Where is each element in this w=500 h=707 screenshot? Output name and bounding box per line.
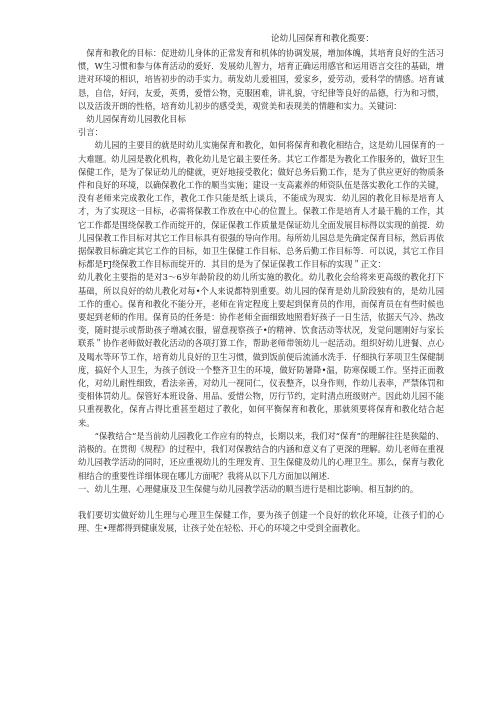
paragraph-introduction-heading: 引言： <box>78 127 103 138</box>
paragraph-spacer <box>78 496 444 509</box>
paragraph-introduction: 幼儿园的主要目的就是时幼儿实施保育和教化，如何将保育和教化相结合，这是幼儿园保育的一大难题。幼儿园是教化机构，教化幼儿是它最主要任务。其它工作都是为教化工作服务的，做好卫生保健工作，是为了保证幼儿的健就，更好地接受教化；做好总务后勤工作，是为了供应更好的物质条件和良好的环境，以确保教化工作的顺当实施；建设一支高素养的师资队伍是落实教化工作的关键，没有老师来完成教化工作，教化工作只能是纸上谈兵，不能成为现实．幼儿园的教化目标是培育人才，为了实现这一目标，必需将保教工作放在中心的位置上。保教工作是培育人才最干脆的工作，其它工作都是围绕保教工作而绽开的，保证保教工作质量是保证幼儿全面发展目标得以实现的前提．幼儿园保教工作目标对其它工作目标具有很强的导向作用。每所幼儿园总是先确定保育目标，然后再依据保教目标确定其它工作的目标，如卫生保健工作目标、总务后勤工作目标等．可以说，其它工作目标都是FJ绕保教工作目标而绽开的．其目的是为了保证保教工作目标的实现＂正文： <box>78 140 444 270</box>
paragraph-section-one: 我们要切实做好幼儿生理与心理卫生保健工作，要为孩子创建一个良好的软化环境，让孩子们的心理、生•理都得到健康发展，让孩子处在轻松、开心的环境之中受到全面教化。 <box>78 509 444 534</box>
paragraph-combination: “保教结合”是当前幼儿园教化工作应有的特点，长期以来，我们对“保育”的理解往往是狭隘的、消极的。在贯彻《规程》的过程中，我们对保教结合的内涵和意义有了更深的理解。幼儿老师在重视幼儿园教学活动的同时，还应重视幼儿的生理发育、卫生保健及幼儿的心理卫生。那么，保育与教化相结合的重要性详细体现在哪儿方面呢？我将从以下几方面加以阐述. <box>78 430 444 481</box>
paragraph-goals: 保育和教化的目标：促进幼儿身体的正常发育和机体的协调发展，增加体魄，其培育良好的生活习惯，W生习惯和参与体育活动的爱好．发展幼儿智力，培育正确运用感官和运用语言交往的基础，增进对环境的相识，培皆初步的动手实力。萌发幼儿爱祖国，爱家乡，爱劳动，爱科学的情感。培育诚恳，自信，好问，友爱，英勇，爱惜公物，克服困难，讲礼貌，守纪律等良好的品德，行为和习惯，以及活泼开朗的性格，培育幼儿初步的感受美，观赏美和表现美的情趣和实力。关键词： <box>78 48 444 111</box>
paragraph-body: 幼儿教化主要指的是对3〜6岁年龄阶段的幼儿所实施的教化。幼儿教化会给将来更高级的教化打下基础，所以良好的幼儿教化对每•个人来说都特别重要。幼儿园的保育是幼儿阶段独有的，是幼儿园工作的重心。保育和教化不能分开，老师在肯定程度上要起到保育员的作用，而保育员在有些时候也要起到老师的作用。保育员的任务是：协作老师全面细致地照看好孩子一日生活，依据天气冷、热改变，随时提示或帮助孩子增减衣服，留意视察孩子•的精神、饮食活动等状况，发觉问题刚好与家长联系＂协作老师做好教化活动的各项打算工作，帮助老师带领幼儿一起活动。组织好幼儿进餐、点心及喝水等环节工作，培育幼儿良好的卫生习惯，做到饭前便后流涌水洗手．仔细执行茅项卫生保健制度，搞好个人卫生，为孩子创设一个整齐卫生的环境，做好防暑降•温，防寒保暖工作。坚持正面教化，对幼儿耐性细致，看法亲善，对幼儿一视同仁，仪表整齐，以身作则，作幼儿表率，严禁体罚和变相体罚幼儿。保管好本班设备、用品、爱惜公物，厉行节约，定时清点班级财产。因此幼儿园不能只重视教化，保育占得比重甚至超过了教化，如何平衡保育和教化，那就须要将保育和教化结合起来。 <box>78 272 444 428</box>
document-title: 论幼儿园保育和教化揽要： <box>270 34 374 44</box>
paragraph-section-one-heading: 一、幼儿生理、心理健康及卫生保健与幼儿园教学活动的顺当进行是相比影响、相互制约的。 <box>78 483 419 494</box>
paragraph-keywords: 幼儿园保育幼儿园教化目标 <box>86 114 186 125</box>
